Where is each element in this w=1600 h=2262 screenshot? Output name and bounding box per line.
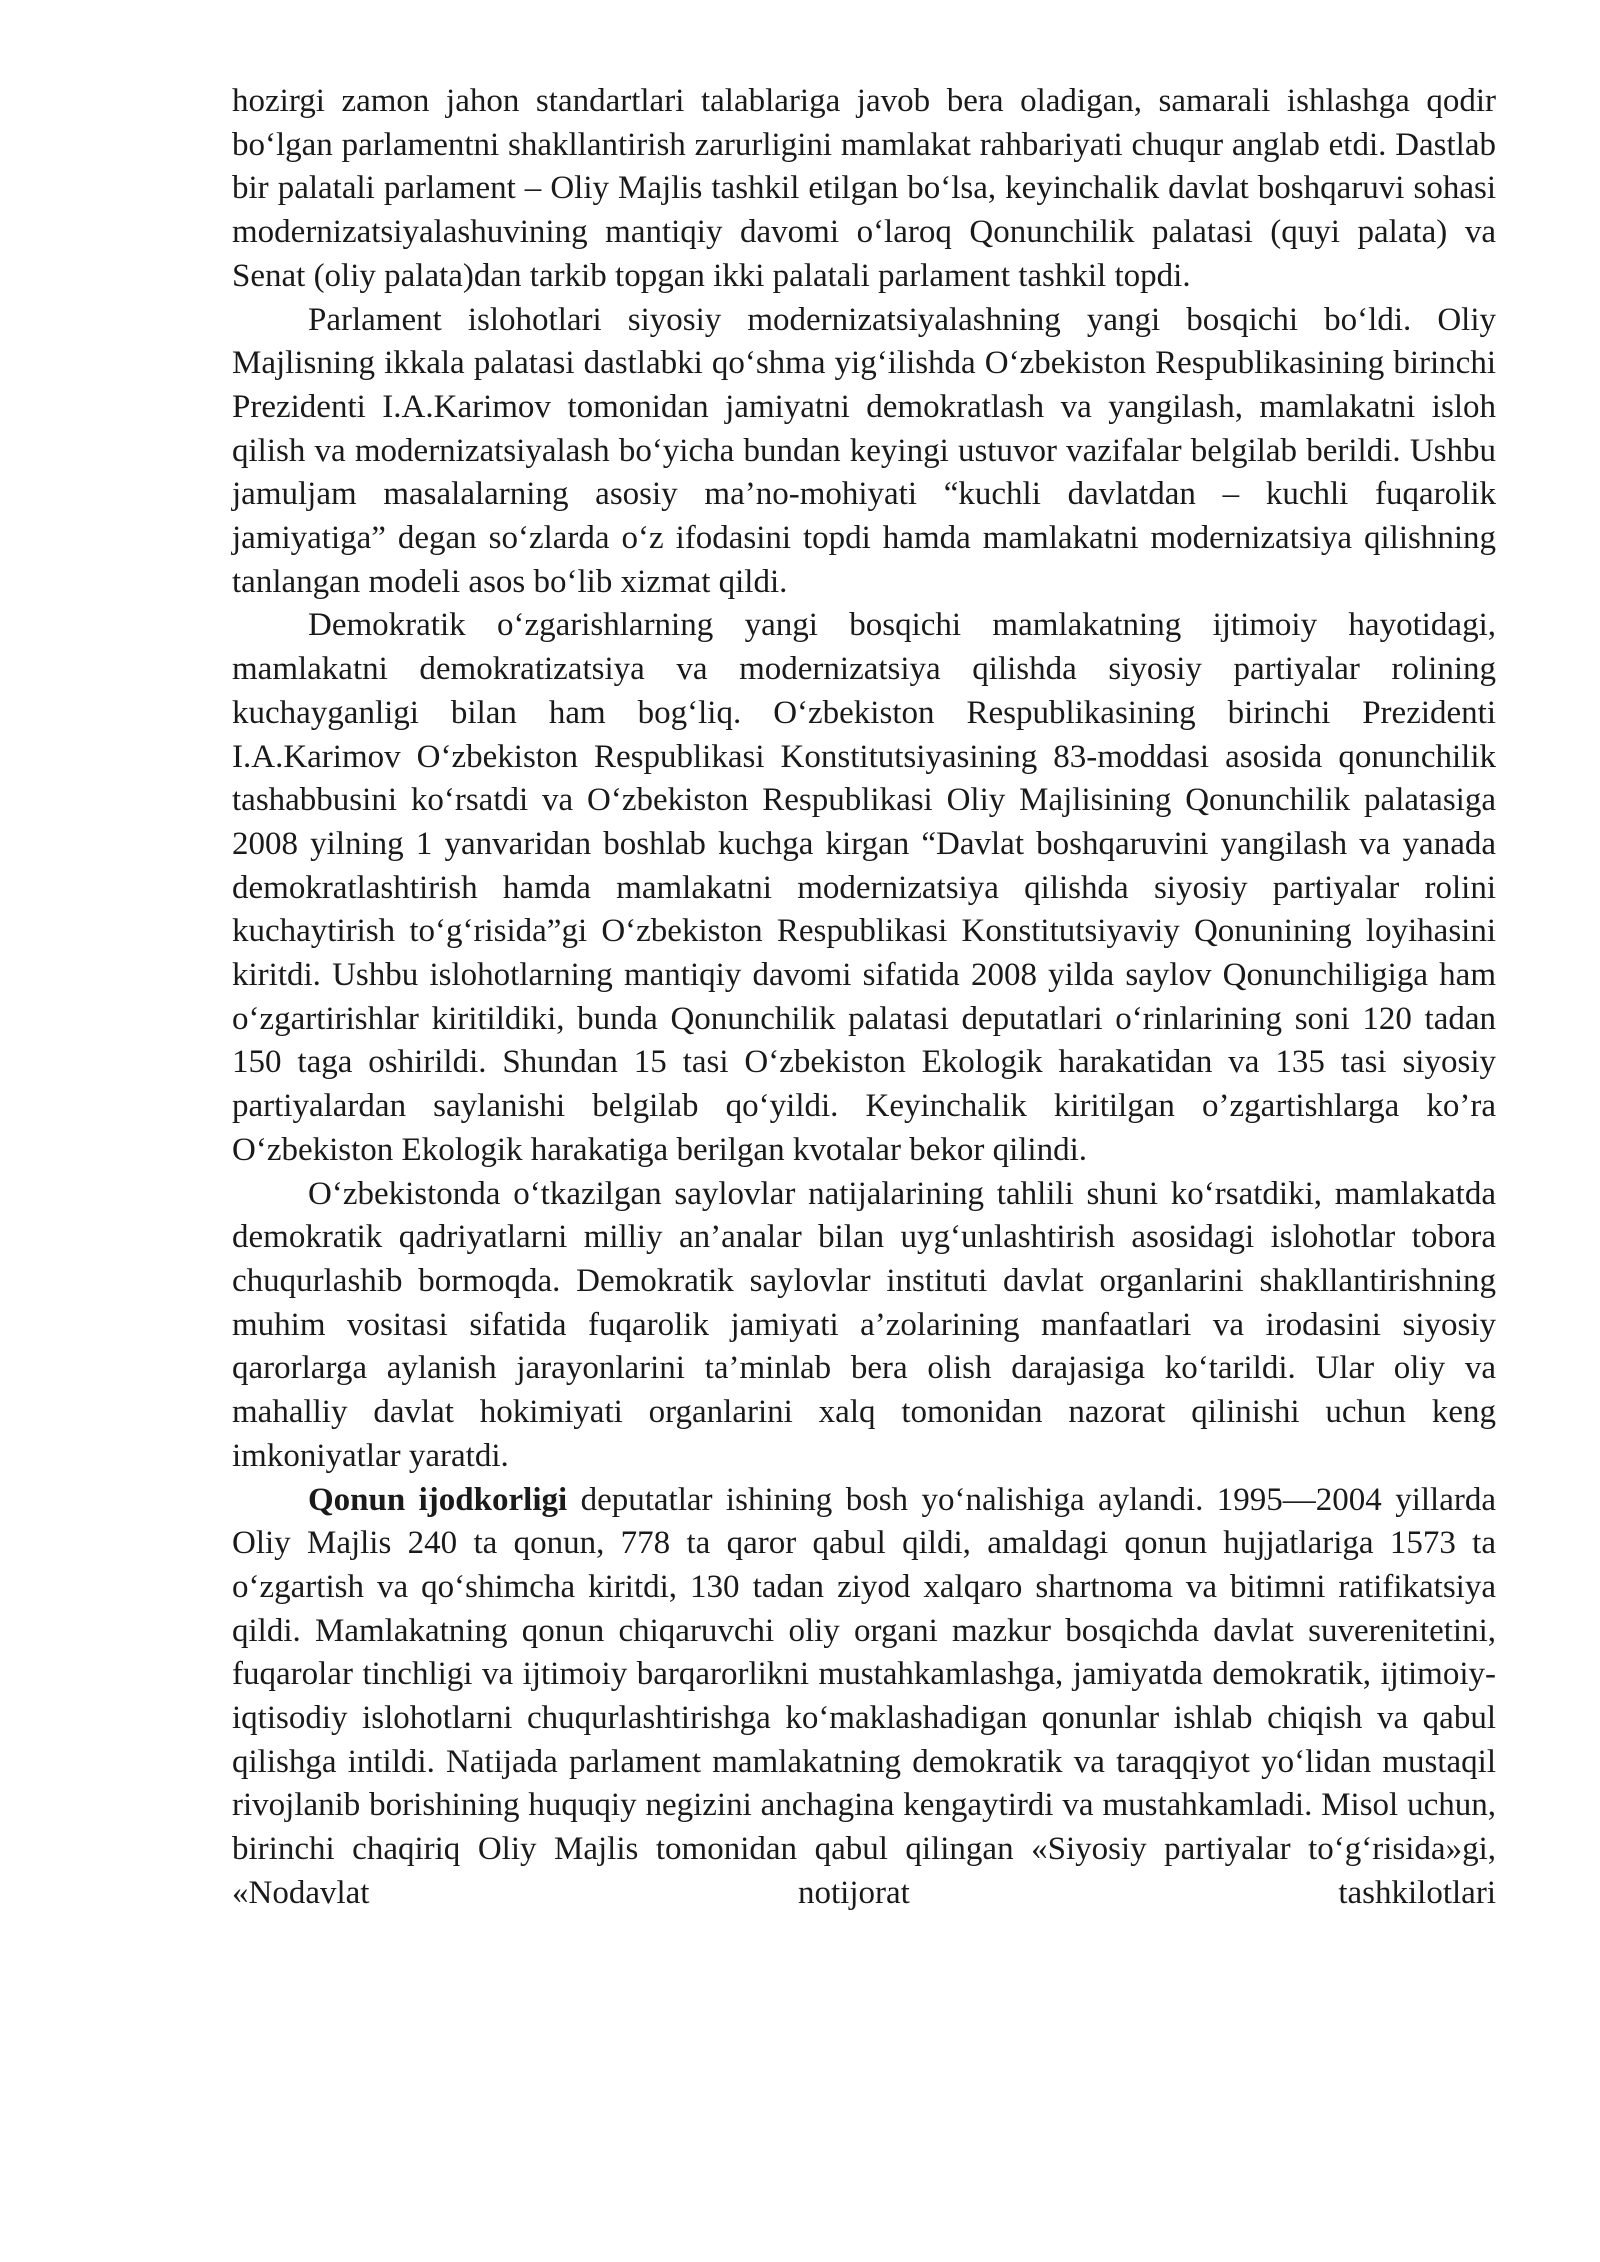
paragraph-2: Parlament islohotlari siyosiy modernizatsiyalashning yangi bosqichi bo‘ldi. Oliy Majlisning ikkala palatasi dastlabki qo‘shma yig‘ilishda O‘zbekiston Respublikasining birinchi Prezidenti I.A.Karimov tomonidan jamiyatni demokratlash va yangilash, mamlakatni isloh qilish va modernizatsiyalash bo‘yicha bundan keyingi ustuvor vazifalar belgilab berildi. Ushbu jamuljam masalalarning asosiy ma’no-mohiyati “kuchli davlatdan – kuchli fuqarolik jamiyatiga” degan so‘zlarda o‘z ifodasini topdi hamda mamlakatni modernizatsiya qilishning tanlangan modeli asos bo‘lib xizmat qildi. <box>232 301 1496 600</box>
paragraph-5-text: deputatlar ishining bosh yo‘nalishiga aylandi. 1995—2004 yillarda Oliy Majlis 240 ta qonun, 778 ta qaror qabul qildi, amaldagi qonun hujjatlariga 1573 ta o‘zgartish va qo‘shimcha kiritdi, 130 tadan ziyod xalqaro shartnoma va bitimni ratifikatsiya qildi. Mamlakatning qonun chiqaruvchi oliy organi mazkur bosqichda davlat suverenitetini, fuqarolar tinchligi va ijtimoiy barqarorlikni mustahkamlashga, jamiyatda demokratik, ijtimoiy-iqtisodiy islohotlarni chuqurlashtirishga ko‘maklashadigan qonunlar ishlab chiqish va qabul qilishga intildi. Natijada parlament mamlakatning demokratik va taraqqiyot yo‘lidan mustaqil rivojlanib borishining huquqiy negizini anchagina kengaytirdi va mustahkamladi. Misol uchun, birinchi chaqiriq Oliy Majlis tomonidan qabul qilingan «Siyosiy partiyalar to‘g‘risida»gi, «Nodavlat notijorat tashkilotlari <box>232 1481 1496 1911</box>
paragraph-5 <box>232 1479 1496 1916</box>
paragraph-3: Demokratik o‘zgarishlarning yangi bosqichi mamlakatning ijtimoiy hayotidagi, mamlakatni demokratizatsiya va modernizatsiya qilishda siyosiy partiyalar rolining kuchayganligi bilan ham bog‘liq. O‘zbekiston Respublikasining birinchi Prezidenti I.A.Karimov O‘zbekiston Respublikasi Konstitutsiyasining 83-moddasi asosida qonunchilik tashabbusini ko‘rsatdi va O‘zbekiston Respublikasi Oliy Majlisining Qonunchilik palatasiga 2008 yilning 1 yanvaridan boshlab kuchga kirgan “Davlat boshqaruvini yangilash va yanada demokratlashtirish hamda mamlakatni modernizatsiya qilishda siyosiy partiyalar rolini kuchaytirish to‘g‘risida”gi O‘zbekiston Respublikasi Konstitutsiyaviy Qonunining loyihasini kiritdi. Ushbu islohotlarning mantiqiy davomi sifatida 2008 yilda saylov Qonunchiligiga ham o‘zgartirishlar kiritildiki, bunda Qonunchilik palatasi deputatlari o‘rinlarining soni 120 tadan 150 taga oshirildi. Shundan 15 tasi O‘zbekiston Ekologik harakatidan va 135 tasi siyosiy partiyalardan saylanishi belgilab qo‘yildi. Keyinchalik kiritilgan o’zgartishlarga ko’ra O‘zbekiston Ekologik harakatiga berilgan kvotalar bekor qilindi. <box>232 607 1496 1168</box>
bold-term: Qonun ijodkorligi <box>308 1481 568 1518</box>
paragraph-4: O‘zbekistonda o‘tkazilgan saylovlar natijalarining tahlili shuni ko‘rsatdiki, mamlakatda demokratik qadriyatlarni milliy an’analar bilan uyg‘unlashtirish asosidagi islohotlar tobora chuqurlashib bormoqda. Demokratik saylovlar instituti davlat organlarini shakllantirishning muhim vositasi sifatida fuqarolik jamiyati a’zolarining manfaatlari va irodasini siyosiy qarorlarga aylanish jarayonlarini ta’minlab bera olish darajasiga ko‘tarildi. Ular oliy va mahalliy davlat hokimiyati organlarini xalq tomonidan nazorat qilinishi uchun keng imkoniyatlar yaratdi. <box>232 1175 1496 1474</box>
paragraph-1: hozirgi zamon jahon standartlari talablariga javob bera oladigan, samarali ishlashga qodir bo‘lgan parlamentni shakllantirish zarurligini mamlakat rahbariyati chuqur anglab etdi. Dastlab bir palatali parlament – Oliy Majlis tashkil etilgan bo‘lsa, keyinchalik davlat boshqaruvi sohasi modernizatsiyalashuvining mantiqiy davomi o‘laroq Qonunchilik palatasi (quyi palata) va Senat (oliy palata)dan tarkib topgan ikki palatali parlament tashkil topdi. <box>232 83 1496 294</box>
document-body <box>232 80 1496 1916</box>
